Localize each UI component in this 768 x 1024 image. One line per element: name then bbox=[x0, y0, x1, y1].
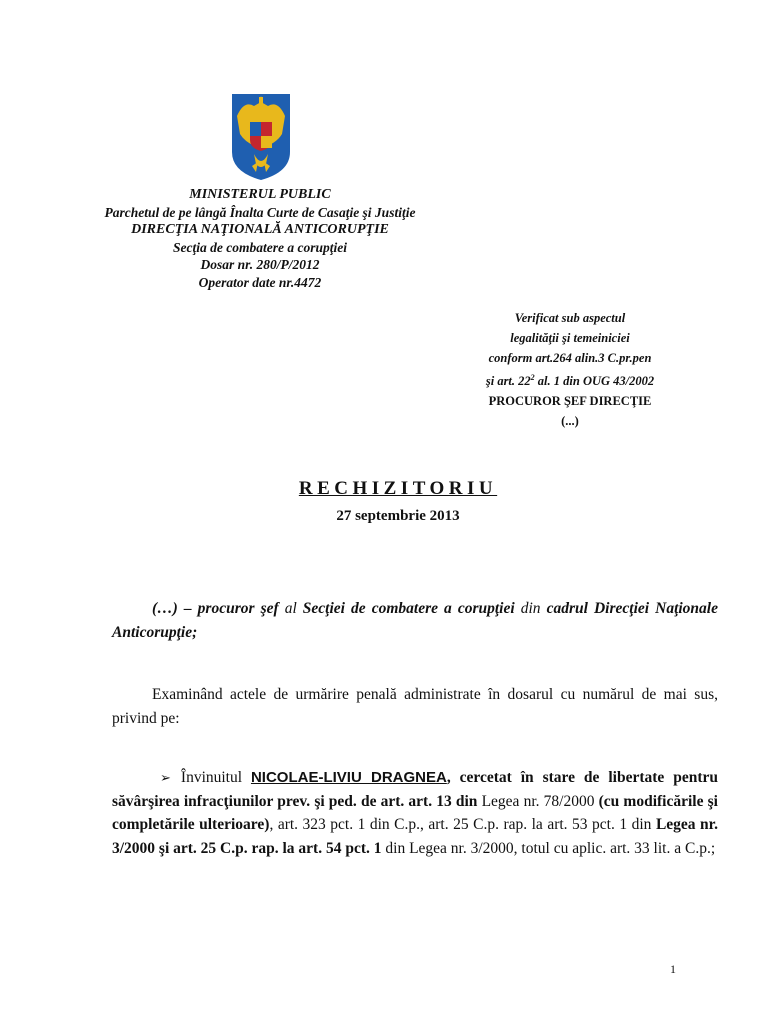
chief-prosecutor-name: (...) bbox=[561, 414, 579, 429]
verification-stamp bbox=[450, 308, 690, 431]
section-name: Secţia de combatere a corupţiei bbox=[173, 239, 347, 255]
accused-name: NICOLAE-LIVIU DRAGNEA bbox=[250, 769, 447, 786]
parchet-name: Parchetul de pe lângă Înalta Curte de Casaţie şi Justiţie bbox=[104, 204, 416, 220]
prosecutor-paragraph: (…) – procuror şef al Secţiei de combatere a corupţiei din cadrul Direcţiei Naţionale Anticorupţie; bbox=[112, 600, 718, 641]
verification-line-3: conform art.264 alin.3 C.pr.pen bbox=[488, 351, 652, 365]
page-number: 1 bbox=[670, 962, 676, 976]
arrow-bullet-icon: ➢ bbox=[160, 770, 171, 785]
examination-paragraph: Examinând actele de urmărire penală administrate în dosarul cu numărul de mai sus, privind pe: bbox=[112, 686, 718, 727]
verification-line-1: Verificat sub aspectul bbox=[514, 311, 626, 325]
verification-line-2: legalităţii şi temeiniciei bbox=[510, 331, 630, 345]
ministry-name: MINISTERUL PUBLIC bbox=[189, 187, 331, 202]
verification-line-4: şi art. $22^2$ al. 1 din OUG 43/2002 bbox=[485, 373, 655, 389]
chief-prosecutor-title: PROCUROR ŞEF DIRECŢIE bbox=[488, 394, 652, 409]
document-title: RECHIZITORIU bbox=[298, 478, 498, 499]
accused-paragraph: ➢ Învinuitul NICOLAE-LIVIU DRAGNEA, cercetat în stare de libertate pentru săvârşirea infracţiunilor prev. şi ped. de art. art. 13 din Legea nr. 78/2000 (cu modificările şi completările ulterioare), art. 323 pct. 1 din C.p., art. 25 C.p. rap. la art. 53 pct. 1 din Legea nr. 3/2000 şi art. 25 C.p. rap. la art. 54 pct. 1 din Legea nr. 3/2000, totul cu aplic. art. 33 lit. a C.p.; bbox=[112, 769, 718, 857]
coat-of-arms-icon bbox=[232, 94, 290, 180]
document-date: 27 septembrie 2013 bbox=[336, 508, 460, 524]
case-number: Dosar nr. 280/P/2012 bbox=[200, 257, 320, 272]
directorate-name: DIRECŢIA NAŢIONALĂ ANTICORUPŢIE bbox=[131, 222, 389, 237]
operator-number: Operator date nr.4472 bbox=[198, 274, 322, 290]
header-block bbox=[80, 186, 440, 291]
